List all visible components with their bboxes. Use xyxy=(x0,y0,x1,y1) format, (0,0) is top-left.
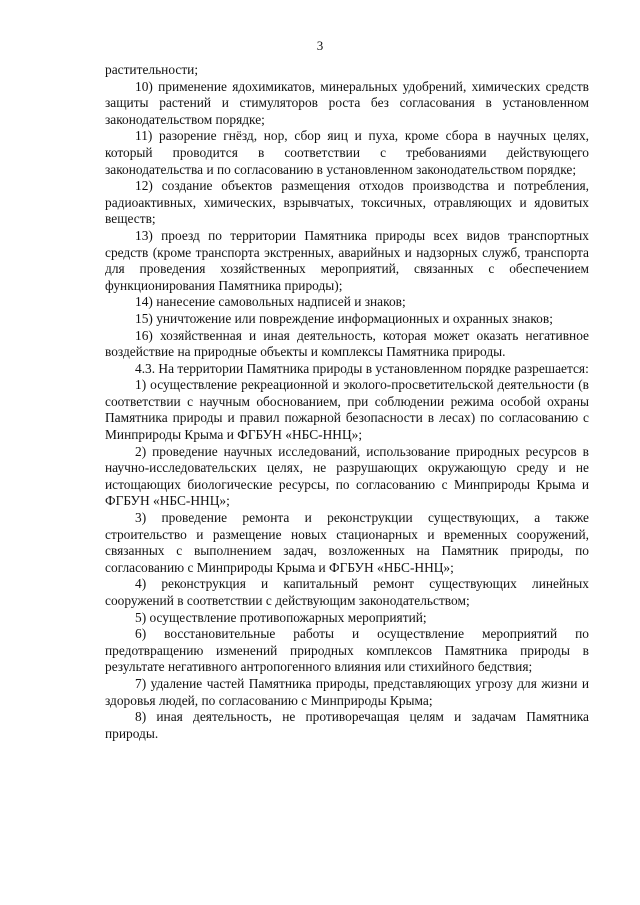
paragraph-item-13: 13) проезд по территории Памятника природы всех видов транспортных средств (кроме транспорта экстренных, аварийных и надзорных служб, транспорта для проведения хозяйственных мероприятий, связанных с обеспечением функционирования Памятника природы); xyxy=(105,227,589,293)
paragraph-allowed-3: 3) проведение ремонта и реконструкции существующих, а также строительство и размещение новых стационарных и временных сооружений, связанных с выполнением задач, возложенных на Памятник природы, по согласованию с Минприроды Крыма и ФГБУН «НБС-ННЦ»; xyxy=(105,510,589,575)
paragraph-allowed-1: 1) осуществление рекреационной и эколого-просветительской деятельности (в соответствии с научным обоснованием, при соблюдении режима особой охраны Памятника природы и правил пожарной безопасности в лесах) по согласованию с Минприроды Крыма и ФГБУН «НБС-ННЦ»; xyxy=(105,377,589,443)
paragraph-allowed-4: 4) реконструкция и капитальный ремонт существующих линейных сооружений в соответствии с действующим законодательством; xyxy=(105,576,589,608)
paragraph-item-12: 12) создание объектов размещения отходов производства и потребления, радиоактивных, химических, взрывчатых, токсичных, отравляющих и ядовитых веществ; xyxy=(105,178,589,227)
paragraph-allowed-5: 5) осуществление противопожарных мероприятий; xyxy=(135,609,427,625)
paragraph-item-11: 11) разорение гнёзд, нор, сбор яиц и пуха, кроме сбора в научных целях, который проводится в соответствии с требованиями действующего законодательства и по согласованию в установленном законодательством порядке; xyxy=(105,128,589,177)
paragraph-section-4-3: 4.3. На территории Памятника природы в установленном порядке разрешается: xyxy=(135,360,589,376)
paragraph-allowed-7: 7) удаление частей Памятника природы, представляющих угрозу для жизни и здоровья людей, по согласованию с Минприроды Крыма; xyxy=(105,675,589,708)
paragraph-allowed-2: 2) проведение научных исследований, использование природных ресурсов в научно-исследовательских целях, не разрушающих окружающую среду и не истощающих биологические ресурсы, по согласованию с Минприроды Крыма и ФГБУН «НБС-ННЦ»; xyxy=(105,443,589,509)
paragraph-allowed-6: 6) восстановительные работы и осуществление мероприятий по предотвращению изменений природных комплексов Памятника природы в результате негативного антропогенного влияния или стихийного бедствия; xyxy=(105,626,589,675)
document-body xyxy=(105,62,589,742)
paragraph-allowed-8: 8) иная деятельность, не противоречащая целям и задачам Памятника природы. xyxy=(105,709,589,741)
paragraph-item-10: 10) применение ядохимикатов, минеральных удобрений, химических средств защиты растений и стимуляторов роста без согласования в установленном законодательством порядке; xyxy=(105,78,589,127)
paragraph-item-15: 15) уничтожение или повреждение информационных и охранных знаков; xyxy=(135,310,553,326)
page-number: 3 xyxy=(316,38,324,53)
paragraph-continuation: растительности; xyxy=(105,62,199,77)
paragraph-item-14: 14) нанесение самовольных надписей и знаков; xyxy=(135,294,406,310)
paragraph-item-16: 16) хозяйственная и иная деятельность, которая может оказать негативное воздействие на природные объекты и комплексы Памятника природы. xyxy=(105,327,589,360)
